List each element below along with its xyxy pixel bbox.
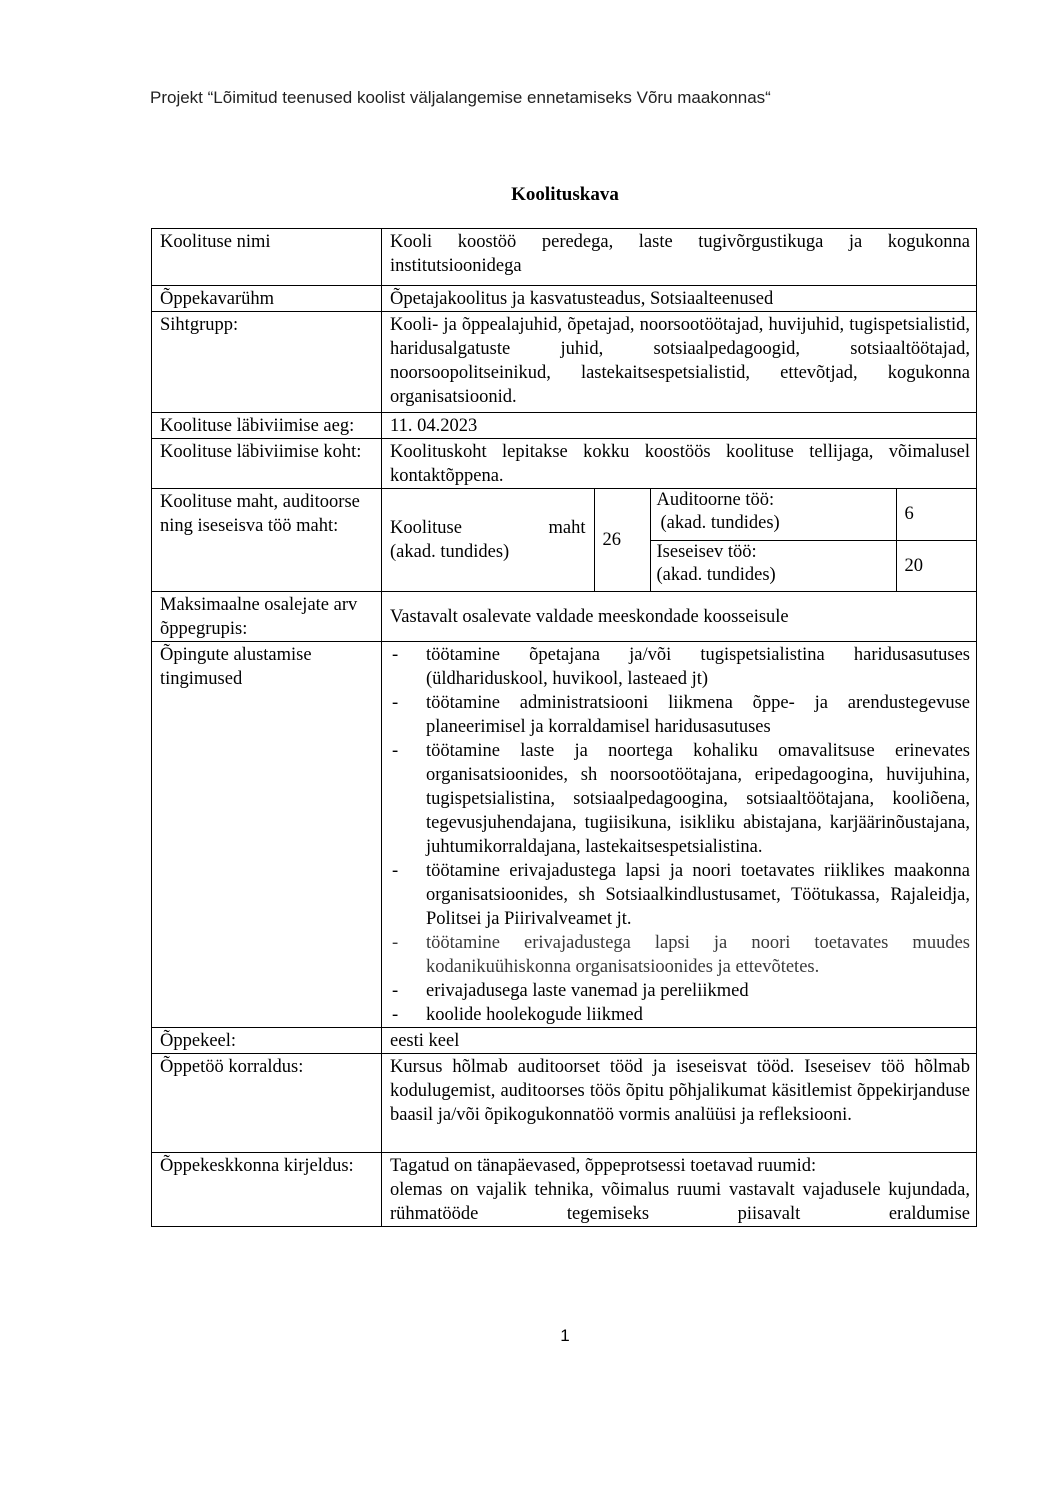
condition-item: - töötamine erivajadustega lapsi ja noori toetavates muudes kodanikuühiskonna organisatsioonides ja ettevõtetes. — [390, 931, 970, 979]
environment-line-1: Tagatud on tänapäevased, õppeprotsessi toetavad ruumid: — [390, 1156, 817, 1176]
row-environment — [152, 1153, 977, 1227]
label-max-participants: Maksimaalne osalejate arv õppegrupis: — [152, 592, 382, 642]
value-organization: Kursus hõlmab auditoorset tööd ja iseseisvat tööd. Iseseisev töö hõlmab kodulugemist, auditoorses töös õpitu põhjalikumat käsitlemist õppekirjanduse baasil ja/või õpikogukonnatöö vormis analüüsi ja refleksiooni. — [382, 1054, 977, 1153]
label-course-place: Koolituse läbiviimise koht: — [152, 439, 382, 489]
value-course-place: Koolituskoht lepitakse kokku koostöös koolituse tellijaga, võimalusel kontaktõppena. — [382, 439, 977, 489]
row-target-group — [152, 312, 977, 413]
conditions-list — [390, 643, 970, 1027]
label-course-volume: Koolituse maht, auditoorse ning iseseisva töö maht: — [152, 489, 382, 592]
condition-item: - erivajadusega laste vanemad ja pereliikmed — [390, 979, 970, 1003]
volume-table — [382, 489, 976, 591]
independent-work-label-a: Iseseisev töö: — [656, 541, 757, 562]
value-target-group: Kooli- ja õppealajuhid, õpetajad, noorsootöötajad, huvijuhid, tugispetsialistid, haridusalgatuste juhid, sotsiaalpedagoogid, sotsiaaltöötajad, noorsoopolitseinikud, lastekaitsespetsialistid, ettevõtjad, kogukonna organisatsioonid. — [382, 312, 977, 413]
value-curriculum-group: Õpetajakoolitus ja kasvatusteadus, Sotsiaalteenused — [382, 286, 977, 312]
auditory-work-label-a: Auditoorne töö: — [656, 490, 775, 510]
value-language: eesti keel — [382, 1028, 977, 1054]
label-organization: Õppetöö korraldus: — [152, 1054, 382, 1153]
condition-item: - koolide hoolekogude liikmed — [390, 1003, 970, 1027]
value-max-participants: Vastavalt osalevate valdade meeskondade koosseisule — [382, 592, 977, 642]
independent-work-label-b: (akad. tundides) — [656, 564, 776, 585]
condition-item: - töötamine administratsiooni liikmena õppe- ja arendustegevuse planeerimisel ja korraldamisel haridusasutuses — [390, 691, 970, 739]
row-language — [152, 1028, 977, 1054]
value-course-time: 11. 04.2023 — [382, 413, 977, 439]
condition-item: - töötamine erivajadustega lapsi ja noori toetavates riiklikes maakonna organisatsioonides, sh Sotsiaalkindlustusamet, Töötukassa, Rajaleidja, Politsei ja Piirivalveamet jt. — [390, 859, 970, 931]
row-course-place — [152, 439, 977, 489]
page-number: 1 — [560, 1326, 570, 1345]
label-language: Õppekeel: — [152, 1028, 382, 1054]
label-curriculum-group: Õppekavarühm — [152, 286, 382, 312]
total-volume-label-c: (akad. tundides) — [390, 542, 510, 562]
value-course-name: Kooli koostöö peredega, laste tugivõrgustikuga ja kogukonna institutsioonidega — [382, 229, 977, 286]
total-volume-label-a: Koolituse — [390, 518, 462, 538]
label-target-group: Sihtgrupp: — [152, 312, 382, 413]
independent-work-label — [650, 540, 896, 591]
value-environment — [382, 1153, 977, 1227]
auditory-work-label-b: (akad. tundides) — [660, 513, 780, 533]
independent-work-value: 20 — [896, 540, 976, 591]
label-environment: Õppekeskkonna kirjeldus: — [152, 1153, 382, 1227]
environment-line-2: olemas on vajalik tehnika, võimalus ruumi vastavalt vajadusele kujundada, rühmatööde tegemiseks piisavalt eraldumise — [390, 1180, 970, 1224]
label-course-time: Koolituse läbiviimise aeg: — [152, 413, 382, 439]
condition-item: - töötamine õpetajana ja/või tugispetsialistina haridusasutuses (üldhariduskool, huvikool, lasteaed jt) — [390, 643, 970, 691]
row-course-name — [152, 229, 977, 286]
row-organization — [152, 1054, 977, 1153]
row-max-participants — [152, 592, 977, 642]
row-course-volume — [152, 489, 977, 592]
value-start-conditions — [382, 642, 977, 1028]
total-volume-label — [382, 489, 594, 591]
label-start-conditions: Õpingute alustamise tingimused — [152, 642, 382, 1028]
total-volume-value: 26 — [594, 489, 650, 591]
row-start-conditions — [152, 642, 977, 1028]
auditory-work-value: 6 — [896, 489, 976, 540]
curriculum-table — [151, 228, 977, 1227]
auditory-work-label — [650, 489, 896, 540]
condition-item: - töötamine laste ja noortega kohaliku omavalitsuse erinevates organisatsioonides, sh noorsootöötajana, eripedagoogina, huvijuhina, tugispetsialistina, sotsiaalpedagoogina, sotsiaaltöötajana, kooliõena, tegevusjuhendajana, tugiisikuna, isikliku abistajana, karjäärinõustajana, juhtumikorraldajana, lastekaitsespetsialistina. — [390, 739, 970, 859]
document-title: Koolituskava — [511, 184, 619, 205]
row-curriculum-group — [152, 286, 977, 312]
total-volume-label-b: maht — [548, 518, 586, 538]
row-course-time — [152, 413, 977, 439]
project-header: Projekt “Lõimitud teenused koolist väljalangemise ennetamiseks Võru maakonnas“ — [150, 88, 771, 107]
label-course-name: Koolituse nimi — [152, 229, 382, 286]
volume-cell — [382, 489, 977, 592]
